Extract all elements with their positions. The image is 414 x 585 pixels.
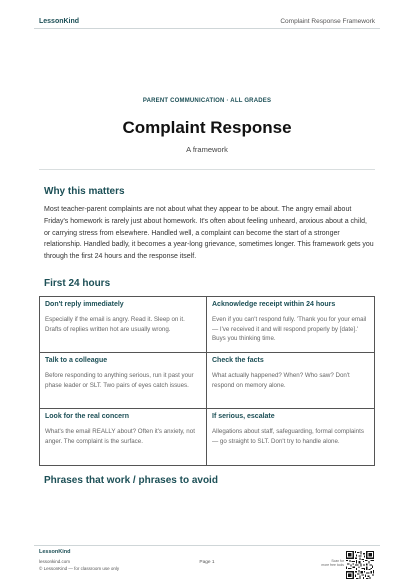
tip-text: Before responding to anything serious, run it past your phase leader or SLT. Two pairs of eyes catch issues.	[45, 372, 194, 389]
footer-copyright: © LessonKind — for classroom use only	[39, 566, 120, 571]
why-heading: Why this matters	[44, 186, 125, 197]
header-divider	[34, 28, 380, 29]
scan-caption-line: more free tools	[321, 563, 344, 568]
footer-site-link[interactable]: lessonkind.com	[39, 559, 71, 564]
footer-divider	[34, 545, 380, 546]
header-doc-title: Complaint Response Framework	[280, 17, 375, 25]
tip-text: Allegations about staff, safeguarding, formal complaints — go straight to SLT. Don't try to handle alone.	[212, 428, 364, 445]
tip-title: Check the facts	[212, 357, 264, 364]
page-header	[39, 14, 375, 28]
tip-cell	[40, 353, 207, 409]
why-paragraph: Most teacher-parent complaints are not about what they appear to be about. The angry email about Friday's homework is rarely just about homework. It's often about feeling unheard, anxious about a child, or carrying stress from elsewhere. Handled well, a complaint can become the start of a stronger relationship. Handled badly, it becomes a year-long grievance, sometimes longer. This framework gets you through the first 24 hours and the response itself.	[44, 206, 374, 261]
tip-cell	[207, 297, 374, 353]
page-subtitle: A framework	[186, 145, 228, 154]
tip-title: Look for the real concern	[45, 413, 130, 420]
title-divider	[39, 169, 375, 170]
tip-text: What's the email REALLY about? Often it's anxiety, not anger. The complaint is the surface.	[45, 428, 195, 445]
phrases-heading: Phrases that work / phrases to avoid	[44, 475, 218, 486]
tip-cell	[40, 409, 207, 465]
tip-title: If serious, escalate	[212, 413, 275, 420]
page-title: Complaint Response	[122, 118, 292, 137]
scan-caption-line: Scan for	[331, 559, 344, 563]
tip-title: Don't reply immediately	[45, 301, 124, 308]
header-brand: LessonKind	[39, 17, 80, 25]
title-kicker: PARENT COMMUNICATION · ALL GRADES	[142, 98, 272, 104]
page-number: Page 1	[199, 560, 215, 565]
tip-text: Especially if the email is angry. Read it. Sleep on it. Drafts of replies written hot are usually wrong.	[45, 316, 185, 333]
tip-text: What actually happened? When? Who saw? Don't respond on memory alone.	[212, 372, 350, 389]
tip-title: Acknowledge receipt within 24 hours	[212, 301, 336, 308]
tip-cell	[207, 353, 374, 409]
first-24-hours-grid	[39, 296, 375, 466]
tip-text: Even if you can't respond fully. 'Thank you for your email — I've received it and will respond properly by [date].' Buys you thinking time.	[212, 316, 367, 343]
tip-title: Talk to a colleague	[45, 357, 108, 364]
scan-caption	[318, 559, 344, 568]
first-24-hours-heading: First 24 hours	[44, 278, 111, 289]
tip-cell	[207, 409, 374, 465]
tip-cell	[40, 297, 207, 353]
qr-code-icon[interactable]	[346, 551, 374, 579]
footer-brand: LessonKind	[39, 549, 71, 555]
